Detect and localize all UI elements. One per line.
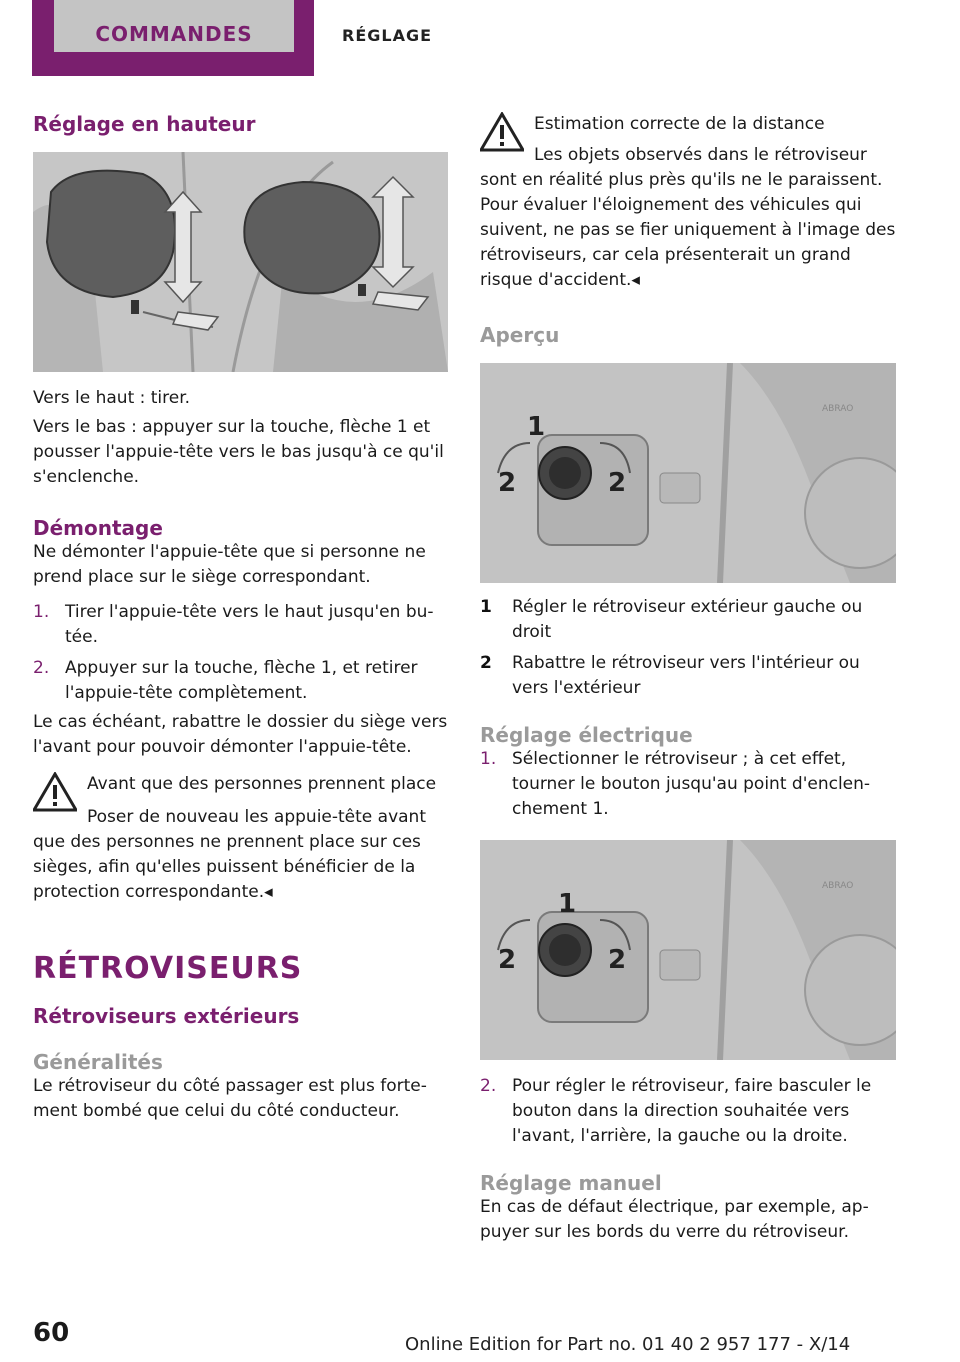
tab-commandes-label: COMMANDES [54, 0, 294, 52]
text-vers-bas: Vers le bas : appuyer sur la touche, flèche 1 et pousser l'appuie-tête vers le bas jusqu'à ce qu'il s'enclenche. [33, 417, 444, 487]
list-number: 1. [480, 749, 497, 769]
heading-retroviseurs: RÉTROVISEURS [33, 951, 303, 986]
brand-mark: ABRAO [822, 404, 854, 414]
list-text: Tirer l'appuie-tête vers le haut jusqu'en bu-tée. [65, 602, 434, 647]
list-number: 2. [480, 1076, 497, 1096]
tab-reglage[interactable]: RÉGLAGE [342, 26, 433, 45]
text-vers-haut: Vers le haut : tirer. [33, 388, 191, 408]
list-item [33, 656, 448, 706]
list-electrique-steps-2 [480, 1074, 896, 1149]
mirror-switch-illustration-2 [480, 840, 896, 1060]
heading-reglage-hauteur: Réglage en hauteur [33, 112, 256, 136]
warning-line: Poser de nouveau les appuie-tête avant [87, 807, 426, 827]
list-text: Rabattre le rétroviseur vers l'intérieur ou vers l'extérieur [512, 653, 860, 698]
list-text: Pour régler le rétroviseur, faire basculer le bouton dans la direction souhaitée vers l'avant, l'arrière, la gauche ou la droite. [512, 1076, 872, 1146]
right-column [480, 112, 896, 1245]
figure-mirror-switch-1 [480, 363, 896, 583]
label-2-left: 2 [498, 468, 517, 498]
figure-mirror-switch-2 [480, 840, 896, 1060]
headrest-illustration [33, 152, 448, 372]
heading-apercu: Aperçu [480, 323, 560, 347]
left-column [33, 112, 448, 1124]
label-2-right: 2 [608, 945, 627, 975]
label-1: 1 [527, 412, 546, 442]
list-item [480, 651, 896, 701]
label-1: 1 [558, 889, 577, 919]
list-item [480, 595, 896, 645]
list-electrique-steps [480, 747, 896, 822]
text-cas-echeant: Le cas échéant, rabattre le dossier du siège vers l'avant pour pouvoir démonter l'appuie-tête. [33, 712, 448, 757]
warning-title: Avant que des personnes prennent place [87, 774, 437, 794]
heading-retroviseurs-exterieurs: Rétroviseurs extérieurs [33, 1004, 300, 1028]
label-2-left: 2 [498, 945, 517, 975]
warning-title: Estimation correcte de la distance [534, 114, 825, 134]
list-number: 1. [33, 602, 50, 622]
warning-line: Les objets observés dans le rétroviseur [534, 145, 867, 165]
heading-reglage-manuel: Réglage manuel [480, 1171, 662, 1195]
legend-list [480, 595, 896, 701]
heading-demontage: Démontage [33, 516, 163, 540]
list-text: Sélectionner le rétroviseur ; à cet effet, tourner le bouton jusqu'au point d'enclen-chement 1. [512, 749, 871, 819]
mirror-switch-illustration [480, 363, 896, 583]
list-text: Appuyer sur la touche, flèche 1, et retirer l'appuie-tête complètement. [65, 658, 418, 703]
list-text: Régler le rétroviseur extérieur gauche ou droit [512, 597, 863, 642]
brand-mark: ABRAO [822, 881, 854, 891]
warning-icon [33, 772, 77, 812]
list-number: 2 [480, 653, 492, 673]
label-2-right: 2 [608, 468, 627, 498]
figure-headrest [33, 152, 448, 372]
heading-generalites: Généralités [33, 1050, 163, 1074]
text-demontage: Ne démonter l'appuie-tête que si personne ne prend place sur le siège correspondant. [33, 542, 426, 587]
page-number: 60 [33, 1318, 70, 1348]
warning-block-left [33, 772, 448, 905]
list-demontage-steps [33, 600, 448, 706]
warning-text: que des personnes ne prennent place sur ces sièges, afin qu'elles puissent bénéficier de la protection correspondante.◂ [33, 832, 421, 902]
heading-reglage-electrique: Réglage électrique [480, 723, 693, 747]
tab-commandes[interactable] [32, 0, 314, 76]
text-generalites: Le rétroviseur du côté passager est plus forte-ment bombé que celui du côté conducteur. [33, 1076, 427, 1121]
list-number: 2. [33, 658, 50, 678]
list-item [480, 1074, 896, 1149]
warning-block-right [480, 112, 896, 293]
list-item [480, 747, 896, 822]
list-number: 1 [480, 597, 492, 617]
footer-edition: Online Edition for Part no. 01 40 2 957 177 - X/14 [405, 1334, 851, 1355]
text-reglage-manuel: En cas de défaut électrique, par exemple, ap-puyer sur les bords du verre du rétroviseur. [480, 1197, 869, 1242]
warning-text: sont en réalité plus près qu'ils ne le paraissent. Pour évaluer l'éloignement des véhicules qui suivent, ne pas se fier uniquement à l'image des rétroviseurs, car cela présenterait un grand risque d'accident.◂ [480, 170, 896, 290]
list-item [33, 600, 448, 650]
warning-icon [480, 112, 524, 152]
